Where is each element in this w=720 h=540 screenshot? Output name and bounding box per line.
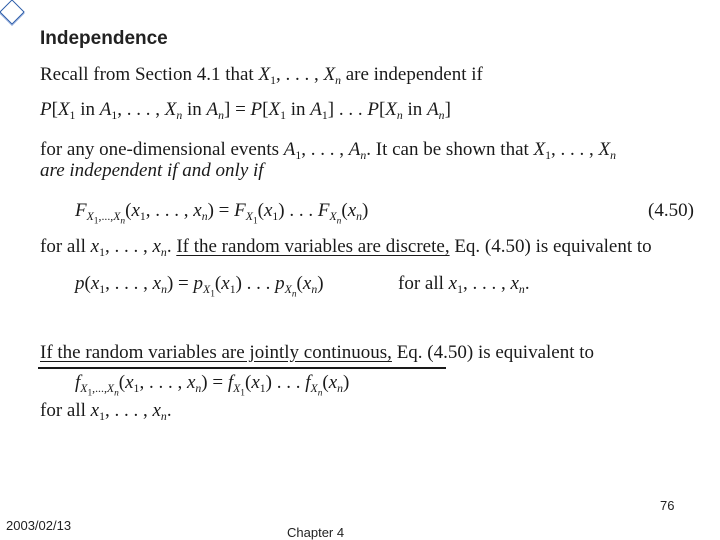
discrete-phrase: If the random variables are discrete, (176, 236, 450, 257)
for-all-text: for all (40, 236, 86, 257)
pdf-condition: for all $x_1$, . . . , $x_n$. (40, 400, 172, 424)
page-number: 76 (660, 498, 675, 513)
events-text: for any one-dimensional events (40, 139, 280, 160)
continuous-rest-text: Eq. (4.50) is equivalent to (396, 342, 595, 363)
equation-number: (4.50) (648, 200, 694, 221)
math-x1-xn: $X_1$, . . . , $X_n$ (258, 64, 341, 88)
joint-pmf-equation: $p(x_1$, . . . , $x_n) = p_{X_1}(x_1)$ . . . $p_{X_n}(x_n)$ (75, 273, 324, 300)
events-mid-text: . It can be shown that (366, 139, 529, 160)
pmf-condition: for all $x_1$, . . . , $x_n$. (398, 273, 530, 297)
math-a1-an: $A_1$, . . . , $A_n$ (283, 139, 367, 163)
pdf-for-all-text: for all (40, 400, 86, 421)
discrete-sentence (40, 236, 652, 258)
math-x1-xn-3: $x_1$, . . . , $x_n$. (90, 236, 172, 260)
recall-text: Recall from Section 4.1 that (40, 64, 254, 85)
recall-end-text: are independent if (345, 64, 483, 85)
events-sentence (40, 139, 616, 161)
recall-sentence (40, 64, 483, 86)
continuous-phrase: If the random variables are jointly continuous, (40, 342, 392, 363)
math-x1-xn-2: $X_1$, . . . , $X_n$ (533, 139, 617, 163)
iff-text: are independent if and only if (40, 160, 264, 181)
continuous-sentence (40, 342, 594, 364)
slide-bullet-diamond-icon (0, 0, 25, 25)
pmf-for-all-text: for all (398, 273, 444, 294)
slide-title: Independence (40, 28, 168, 49)
probability-product-equation: $P[X_1$ in $A_1$, . . . , $X_n$ in $A_n] = P[X_1$ in $A_1$] . . . $P[X_n$ in $A_n$] (40, 99, 451, 123)
footer-date: 2003/02/13 (6, 518, 72, 533)
joint-pdf-equation: $f_{X_1,...,X_n}(x_1$, . . . , $x_n) = f_{X_1}(x_1)$ . . . $f_{X_n}(x_n)$ (75, 372, 350, 399)
footer-chapter: Chapter 4 (287, 525, 345, 540)
continuous-underline (38, 367, 446, 369)
joint-cdf-equation: $F_{X_1,...,X_n}(x_1$, . . . , $x_n) = F_{X_1}(x_1)$ . . . $F_{X_n}(x_n)$ (75, 200, 369, 227)
discrete-rest-text: Eq. (4.50) is equivalent to (454, 236, 652, 257)
